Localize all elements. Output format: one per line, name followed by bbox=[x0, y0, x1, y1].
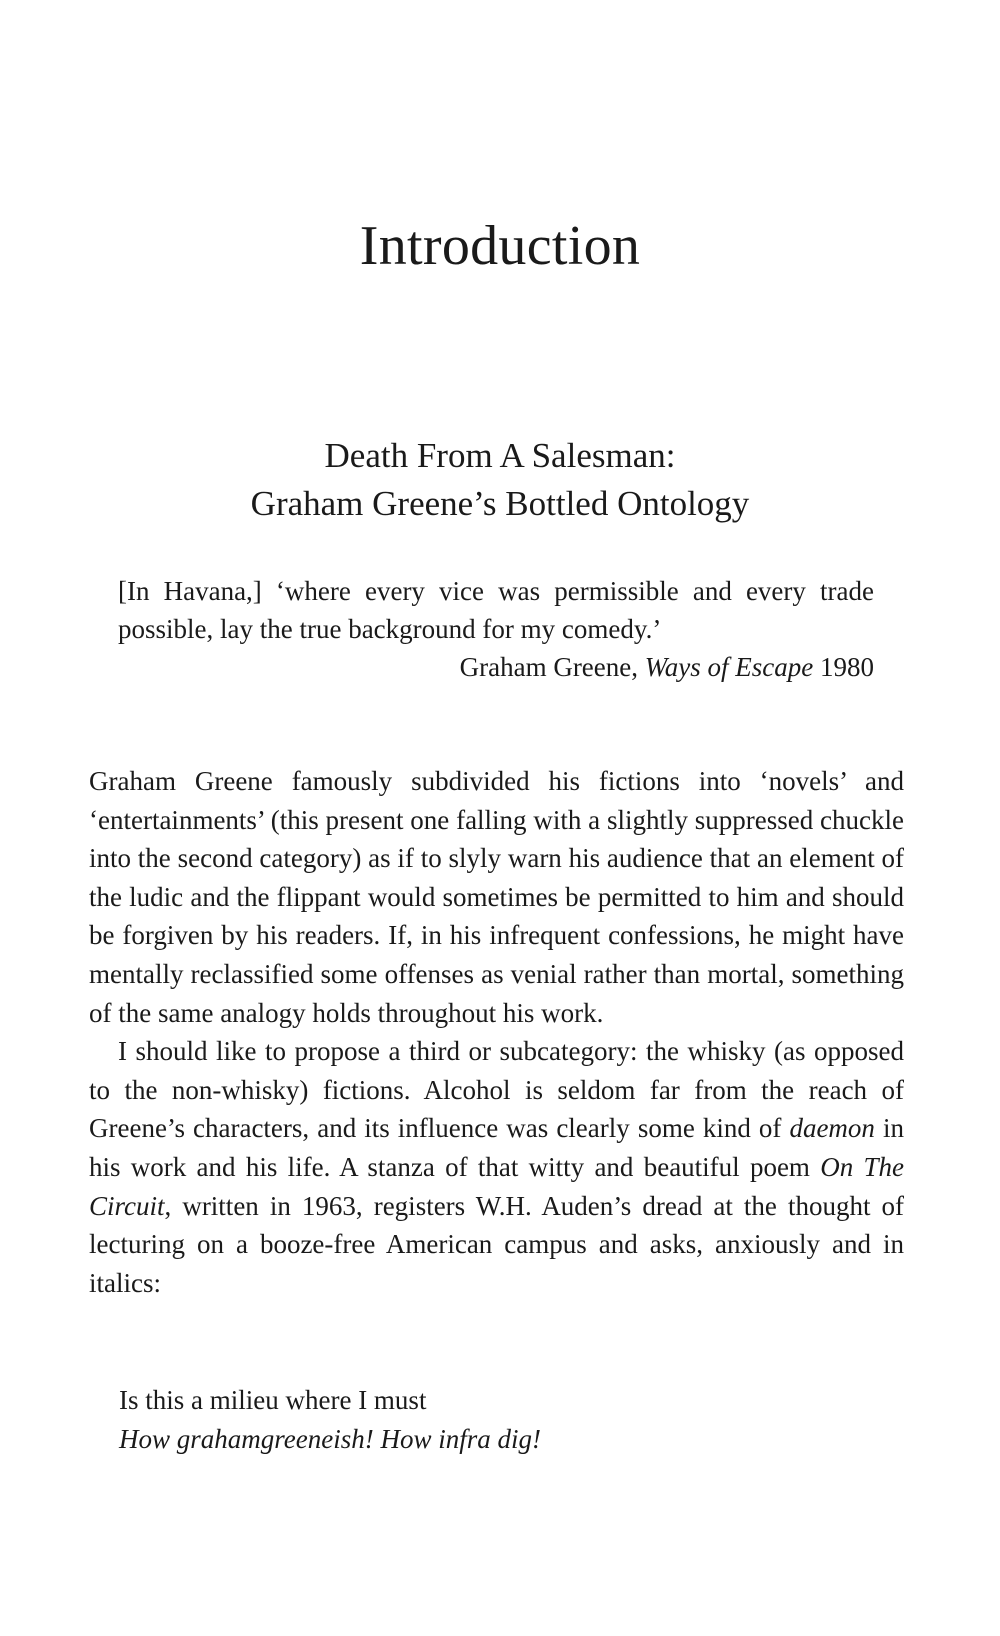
paragraph-2-part-3: , written in 1963, registers W.H. Auden’s dread at the thought of lecturing on a booze-free American campus and asks, anxiously and in italics: bbox=[89, 1190, 904, 1298]
paragraph-2 bbox=[89, 1032, 904, 1302]
paragraph-1: Graham Greene famously subdivided his fictions into ‘novels’ and ‘entertainments’ (this present one falling with a slightly suppressed chuckle into the second category) as if to slyly warn his audience that an element of the ludic and the flippant would sometimes be permitted to him and should be forgiven by his readers. If, in his infrequent confessions, he might have mentally reclassified some offenses as venial rather than mortal, something of the same analogy holds throughout his work. bbox=[89, 766, 904, 1028]
epigraph-author: Graham Greene, bbox=[459, 652, 645, 682]
chapter-title: Introduction bbox=[359, 215, 641, 277]
epigraph-year: 1980 bbox=[813, 652, 874, 682]
verse-quotation bbox=[119, 1381, 541, 1458]
epigraph-quote: [In Havana,] ‘where every vice was permissible and every trade possible, lay the true background for my comedy.’ bbox=[118, 576, 874, 644]
verse-line-1: Is this a milieu where I must bbox=[119, 1385, 427, 1415]
poem-title: On The Circuit bbox=[89, 1151, 904, 1221]
paragraph-2-part-2: in his work and his life. A stanza of that witty and beautiful poem bbox=[89, 1113, 904, 1182]
paragraph-2-part-1: I should like to propose a third or subcategory: the whisky (as opposed to the non-whisky) fictions. Alcohol is seldom far from the reach of Greene’s characters, and its influence was clearly some kind of bbox=[89, 1036, 904, 1144]
subtitle-line-2: Graham Greene’s Bottled Ontology bbox=[250, 484, 750, 523]
epigraph bbox=[118, 572, 874, 686]
epigraph-attribution bbox=[118, 648, 874, 686]
epigraph-work-title: Ways of Escape bbox=[644, 652, 814, 682]
subtitle-line-1: Death From A Salesman: bbox=[324, 436, 676, 475]
paragraph-2-italic-daemon: daemon bbox=[789, 1113, 875, 1144]
verse-line-2: How grahamgreeneish! How infra dig! bbox=[119, 1423, 541, 1454]
body-text bbox=[89, 762, 904, 1302]
chapter-subtitle bbox=[0, 432, 1000, 528]
